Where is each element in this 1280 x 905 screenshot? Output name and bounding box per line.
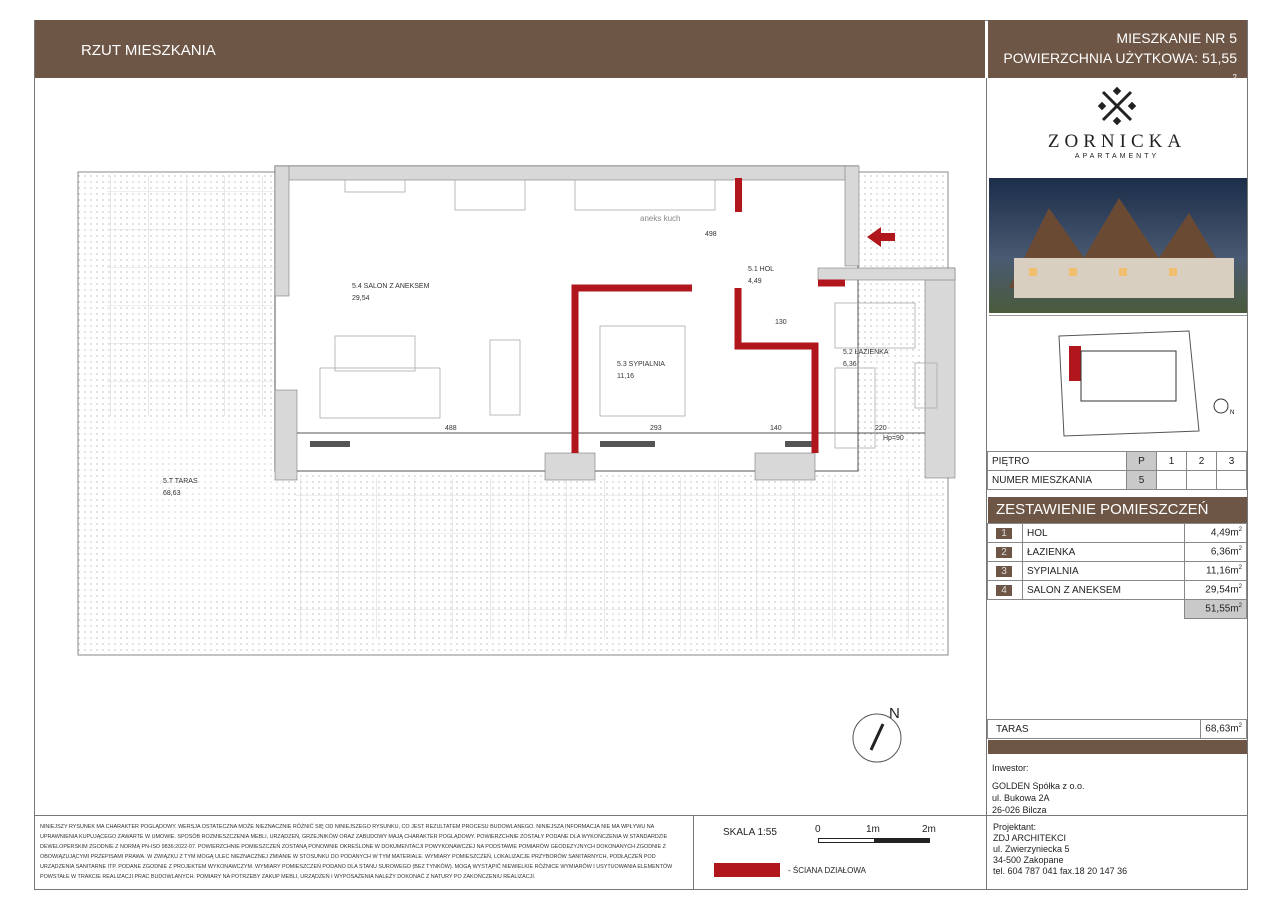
svg-text:N: N [889, 705, 900, 722]
header-right [988, 20, 1247, 89]
number-label: NUMER MIESZKANIA [988, 471, 1127, 490]
svg-text:N: N [1230, 410, 1235, 416]
room-row: 2 ŁAZIENKA $6,36m^2$ [988, 543, 1247, 562]
svg-text:5.1 HOL: 5.1 HOL [748, 266, 775, 273]
building-photo [989, 178, 1247, 313]
floor-p: P [1127, 452, 1157, 471]
scale-label: SKALA 1:55 [723, 827, 777, 838]
apartment-no: 5 [1127, 471, 1157, 490]
logo-icon [1097, 86, 1137, 126]
svg-text:4,49: 4,49 [748, 278, 762, 285]
svg-text:5.2 ŁAZIENKA: 5.2 ŁAZIENKA [843, 349, 889, 356]
logo: ZORNICKA APARTAMENTY [987, 86, 1247, 160]
terrace-table: TARAS $68,63m^2$ [987, 719, 1247, 739]
room-row: 4 SALON Z ANEKSEM $29,54m^2$ [988, 581, 1247, 600]
apartment-number: MIESZKANIE NR 5 [1116, 30, 1237, 46]
svg-text:Hp=90: Hp=90 [883, 435, 904, 442]
svg-text:29,54: 29,54 [352, 295, 370, 302]
room-row: 1 HOL $4,49m^2$ [988, 524, 1247, 543]
svg-text:140: 140 [770, 425, 782, 432]
scale-bar [818, 838, 930, 843]
svg-text:6,36: 6,36 [843, 361, 857, 368]
rooms-table [987, 523, 1247, 619]
rooms-total: $51,55m^2$ [1185, 600, 1247, 619]
room-row: 3 SYPIALNIA $11,16m^2$ [988, 562, 1247, 581]
floor-3: 3 [1217, 452, 1247, 471]
svg-text:11,16: 11,16 [617, 373, 634, 380]
floor-table [987, 451, 1247, 490]
legend-label: - ŚCIANA DZIAŁOWA [788, 866, 866, 875]
svg-text:5.3 SYPIALNIA: 5.3 SYPIALNIA [617, 361, 665, 368]
floor-2: 2 [1187, 452, 1217, 471]
svg-text:5.T TARAS: 5.T TARAS [163, 478, 198, 485]
rooms-title: ZESTAWIENIE POMIESZCZEŃ [988, 497, 1247, 523]
floor-1: 1 [1157, 452, 1187, 471]
disclaimer: NINIEJSZY RYSUNEK MA CHARAKTER POGLĄDOWY. WERSJA OSTATECZNA MOŻE NIEZNACZNIE RÓŻNIĆ SIĘ OD NINIEJSZEGO RYSUNKU, CO JEST REZULTATEM PROCESU BUDOWLANEGO. NINIEJSZA INFORMACJA NIE MA WPŁYWU NA UPRAWNIENIA KUPUJĄCEGO ZAWARTE W UMOWIE. SPOSÓB ROZMIESZCZENIA MEBLI, URZĄDZEŃ, GRZEJNIKÓW ORAZ ZABUDOWY MAJĄ CHARAKTER POGLĄDOWY. POWIERZCHNIE ZOSTAŁY PODANE DLA WYKOŃCZENIA W STANDARDZIE DEWELOPERSKIM ZGODNIE Z NORMĄ PN-ISO 9836:2022-07. POWIERZCHNIE POMIESZCZEŃ ZOSTANĄ PONOWNIE OKREŚLONE W DOKUMENTACJI POWYKONAWCZEJ NA PODSTAWIE POMIARÓW GEODEZYJNYCH DOKONANYCH ZGODNIE Z OBOWIĄZUJĄCYMI PRZEPISAMI PRAWA. W ZWIĄZKU Z TYM MOGĄ ULEC NIEZNACZNEJ ZMIANIE W STOSUNKU DO PODANYCH W TYM MATERIALE. WYMIARY POMIESZCZEŃ, LOKALIZACJE PRZYBORÓW SANITARNYCH, PODŁĄCZEŃ POD URZĄDZENIA SANITARNE ITP. PODANE ZGODNIE Z PROJEKTEM WYKONAWCZYM. WYMIARY POMIESZCZEŃ PODANO DLA STANU SUROWEGO (BEZ TYNKÓW). MOGĄ WYSTĄPIĆ NIEWIELKIE RÓŻNICE WYMIARÓW I USYTUOWANIA ELEMENTÓW POWSTAŁE W TRAKCIE REALIZACJI PRAC BUDOWLANYCH. POMIARY NA POTRZEBY ZAKUP MEBLI, URZĄDZEŃ I WYPOSAŻENIA NALEŻY DOKONAĆ Z NATURY PO ZAKOŃCZENIU REALIZACJI. [40, 824, 673, 880]
svg-text:5.4 SALON Z ANEKSEM: 5.4 SALON Z ANEKSEM [352, 283, 430, 290]
svg-text:68,63: 68,63 [163, 490, 181, 497]
investor: Inwestor: GOLDEN Spółka z o.o. ul. Bukowa 2A 26-026 Bilcza [992, 763, 1085, 815]
page-title: RZUT MIESZKANIA [81, 42, 216, 59]
designer: Projektant: ZDJ ARCHITEKCI ul. Zwierzyniecka 5 34-500 Zakopane tel. 604 787 041 fax.18 20 147 36 [993, 822, 1128, 876]
svg-text:293: 293 [650, 425, 662, 432]
partition-wall-swatch [714, 863, 780, 877]
svg-text:498: 498 [705, 231, 717, 238]
info-panel [986, 78, 1247, 815]
svg-text:220: 220 [875, 425, 887, 432]
header-left [35, 20, 985, 78]
floor-plan [35, 78, 985, 815]
floor-label: PIĘTRO [988, 452, 1127, 471]
site-plan [989, 315, 1247, 445]
svg-text:aneks kuch: aneks kuch [640, 214, 681, 223]
svg-text:488: 488 [445, 425, 457, 432]
usable-area: POWIERZCHNIA UŻYTKOWA: 51,55 $m^2$ [1003, 50, 1237, 89]
svg-text:130: 130 [775, 319, 787, 326]
